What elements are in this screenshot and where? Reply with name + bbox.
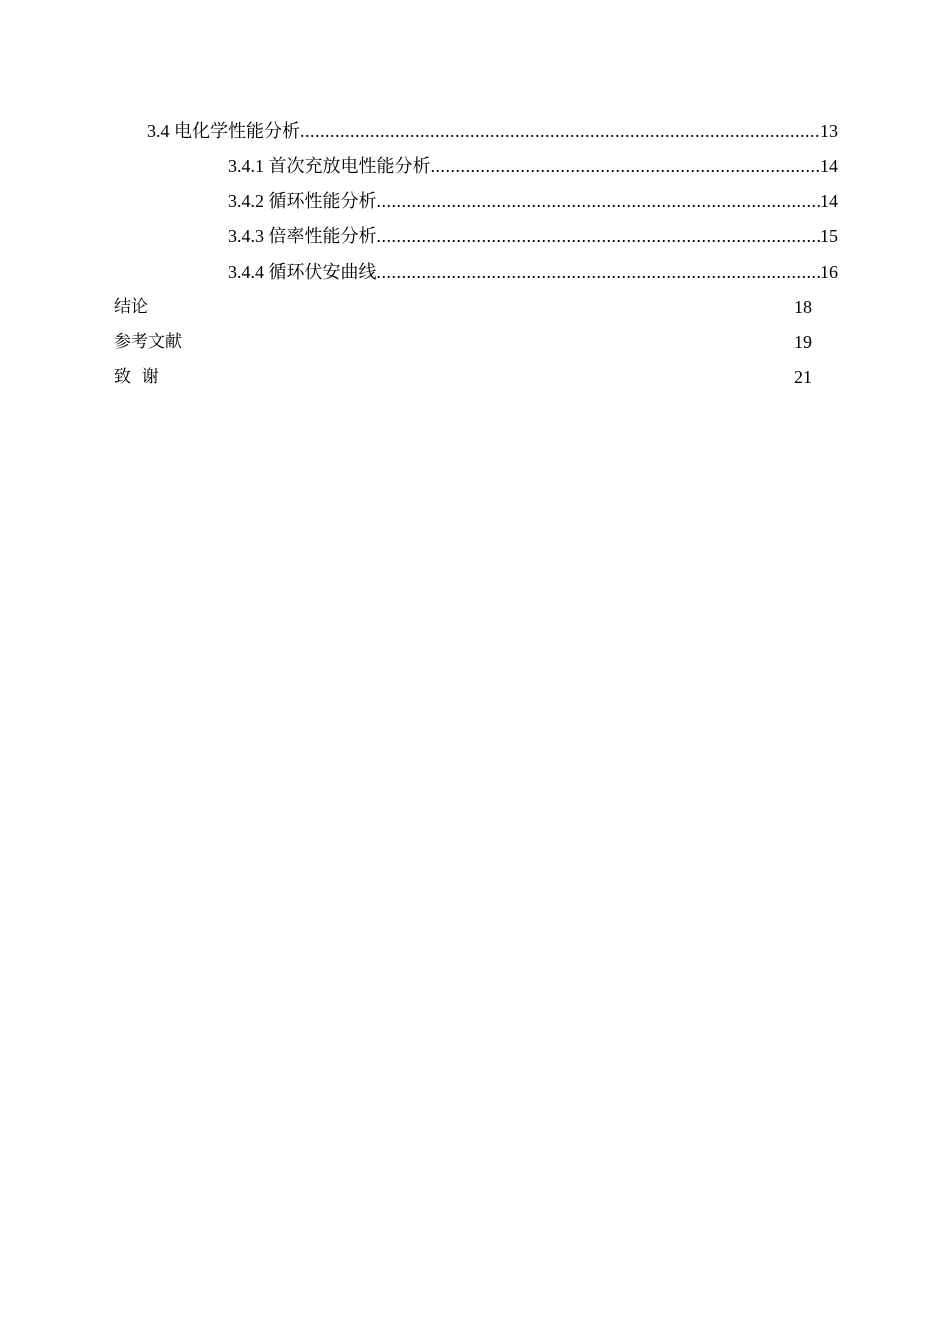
toc-entry-3-4-4[interactable] <box>228 260 838 284</box>
toc-dot-leader <box>377 189 821 213</box>
toc-entry-title: 3.4 电化学性能分析 <box>147 121 300 141</box>
toc-dot-leader <box>377 224 821 248</box>
toc-entry-page: 21 <box>794 367 812 387</box>
toc-dot-leader <box>431 154 821 178</box>
toc-entry-title: 结论 <box>114 297 148 317</box>
toc-entry-conclusion[interactable] <box>114 295 834 319</box>
toc-entry-page: 13 <box>820 121 838 141</box>
toc-entry-page: 14 <box>820 191 838 211</box>
toc-entry-page: 16 <box>820 262 838 282</box>
toc-entry-title: 3.4.4 循环伏安曲线 <box>228 262 377 282</box>
toc-entry-references[interactable] <box>114 330 834 354</box>
toc-entry-title: 3.4.1 首次充放电性能分析 <box>228 156 431 176</box>
toc-entry-title: 参考文献 <box>114 332 182 352</box>
toc-entry-3-4-2[interactable] <box>228 189 838 213</box>
toc-dot-leader <box>300 119 820 143</box>
toc-entry-acknowledgements[interactable] <box>114 365 834 389</box>
toc-entry-title: 3.4.3 倍率性能分析 <box>228 226 377 246</box>
toc-entry-page: 15 <box>820 226 838 246</box>
toc-entry-title: 3.4.2 循环性能分析 <box>228 191 377 211</box>
toc-entry-page: 19 <box>794 332 812 352</box>
toc-entry-3-4[interactable] <box>147 119 838 143</box>
toc-entry-title: 致 谢 <box>114 367 159 387</box>
toc-entry-3-4-1[interactable] <box>228 154 838 178</box>
toc-entry-page: 18 <box>794 297 812 317</box>
toc-dot-leader <box>377 260 821 284</box>
toc-entry-page: 14 <box>820 156 838 176</box>
toc-entry-3-4-3[interactable] <box>228 224 838 248</box>
